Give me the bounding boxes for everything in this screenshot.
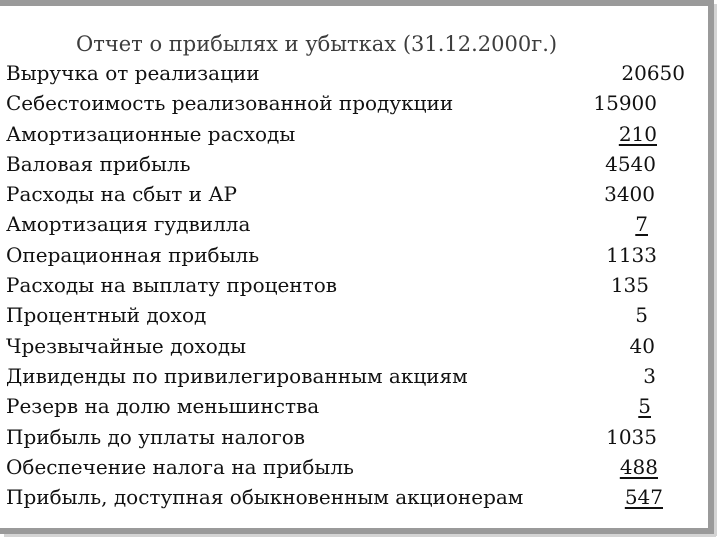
row-label: Операционная прибыль bbox=[6, 242, 260, 267]
row-value: 5 bbox=[638, 394, 651, 419]
row-value: 4540 bbox=[605, 151, 656, 176]
report-row bbox=[6, 300, 706, 330]
row-label: Резерв на долю меньшинства bbox=[6, 394, 320, 419]
report-row bbox=[6, 179, 706, 209]
row-label: Процентный доход bbox=[6, 303, 207, 328]
report-row bbox=[6, 270, 706, 300]
row-label: Валовая прибыль bbox=[6, 151, 191, 176]
row-value: 5 bbox=[635, 303, 648, 328]
row-label: Обеспечение налога на прибыль bbox=[6, 454, 354, 479]
row-value: 210 bbox=[618, 121, 657, 146]
row-label: Расходы на сбыт и АР bbox=[6, 182, 237, 207]
row-value: 3400 bbox=[604, 182, 655, 207]
report-row bbox=[6, 88, 706, 118]
report-row bbox=[6, 361, 706, 391]
row-label: Себестоимость реализованной продукции bbox=[6, 91, 454, 116]
report-title: Отчет о прибылях и убытках (31.12.2000г.) bbox=[76, 32, 558, 56]
row-value: 7 bbox=[635, 212, 648, 237]
row-label: Прибыль, доступная обыкновенным акционерам bbox=[6, 485, 524, 510]
report-row bbox=[6, 452, 706, 482]
report-row bbox=[6, 149, 706, 179]
row-value: 1035 bbox=[606, 424, 657, 449]
row-label: Выручка от реализации bbox=[6, 61, 260, 85]
row-value: 40 bbox=[629, 333, 655, 358]
frame-top-border bbox=[0, 0, 714, 6]
row-value: 1133 bbox=[606, 242, 657, 267]
row-value: 15900 bbox=[593, 91, 657, 116]
frame-shadow-right bbox=[714, 4, 717, 536]
report-row bbox=[6, 422, 706, 452]
report-row bbox=[6, 331, 706, 361]
report-row bbox=[6, 119, 706, 149]
report-row bbox=[6, 482, 706, 512]
row-label: Чрезвычайные доходы bbox=[6, 333, 247, 358]
row-value: 20650 bbox=[621, 61, 685, 85]
row-value: 3 bbox=[643, 363, 656, 388]
report-row bbox=[6, 209, 706, 239]
report-row bbox=[6, 391, 706, 421]
row-value: 547 bbox=[624, 485, 663, 510]
row-value: 488 bbox=[619, 454, 658, 479]
report-row bbox=[6, 240, 706, 270]
row-value: 135 bbox=[610, 273, 649, 298]
row-label: Амортизация гудвилла bbox=[6, 212, 251, 237]
row-label: Дивиденды по привилегированным акциям bbox=[6, 363, 468, 388]
report-row bbox=[6, 58, 706, 88]
frame-shadow-bottom bbox=[4, 534, 716, 537]
row-label: Прибыль до уплаты налогов bbox=[6, 424, 306, 449]
row-label: Амортизационные расходы bbox=[6, 121, 296, 146]
row-label: Расходы на выплату процентов bbox=[6, 273, 337, 298]
report-rows bbox=[6, 58, 706, 512]
